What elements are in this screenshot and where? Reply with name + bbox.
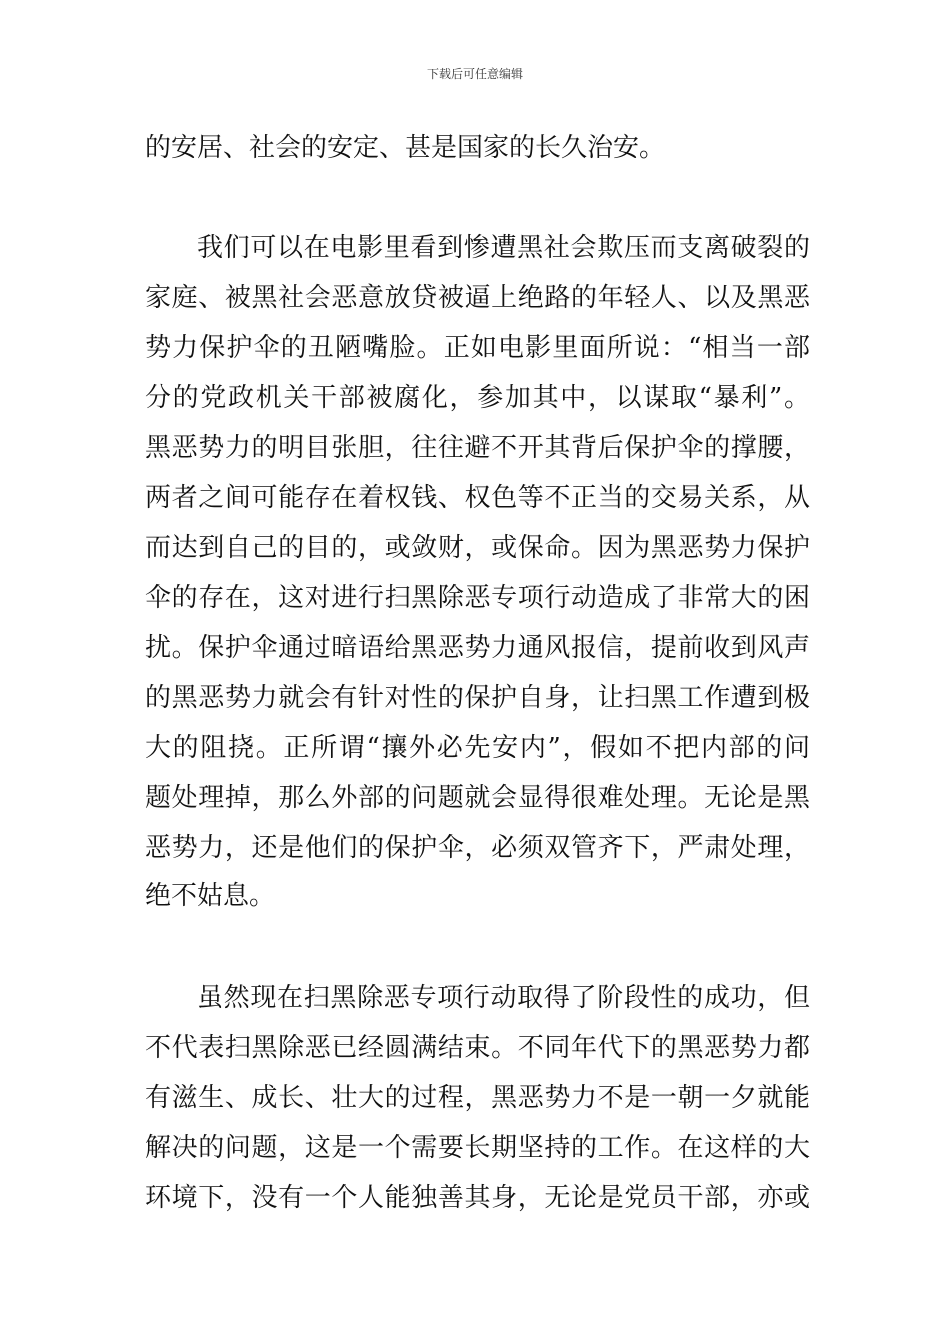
paragraph-3-line-3: 有滋生、成长、壮大的过程，黑恶势力不是一朝一夕就能 <box>145 1083 810 1113</box>
paragraph-2-line-5: 黑恶势力的明目张胆，往往避不开其背后保护伞的撑腰， <box>145 433 810 463</box>
paragraph-2-line-9: 扰。保护伞通过暗语给黑恶势力通风报信，提前收到风声 <box>145 633 810 663</box>
paragraph-3-line-4: 解决的问题，这是一个需要长期坚持的工作。在这样的大 <box>145 1133 810 1163</box>
paragraph-3-line-2: 不代表扫黑除恶已经圆满结束。不同年代下的黑恶势力都 <box>145 1033 810 1063</box>
paragraph-2-line-2: 家庭、被黑社会恶意放贷被逼上绝路的年轻人、以及黑恶 <box>145 283 810 313</box>
page-header: 下载后可任意编辑 <box>426 67 523 81</box>
paragraph-2-line-6: 两者之间可能存在着权钱、权色等不正当的交易关系，从 <box>145 483 810 513</box>
paragraph-2-line-13: 恶势力，还是他们的保护伞，必须双管齐下，严肃处理， <box>145 833 810 863</box>
paragraph-2-line-10: 的黑恶势力就会有针对性的保护自身，让扫黑工作遭到极 <box>145 683 810 713</box>
paragraph-3-line-5: 环境下，没有一个人能独善其身，无论是党员干部，亦或 <box>145 1183 810 1213</box>
paragraph-2-line-11: 大的阻挠。正所谓“攘外必先安内”，假如不把内部的问 <box>145 733 810 763</box>
paragraph-2-line-1: 我们可以在电影里看到惨遭黑社会欺压而支离破裂的 <box>197 233 810 263</box>
paragraph-2-line-7: 而达到自己的目的，或敛财，或保命。因为黑恶势力保护 <box>145 533 810 563</box>
paragraph-2-line-14: 绝不姑息。 <box>145 881 276 911</box>
paragraph-3-line-1: 虽然现在扫黑除恶专项行动取得了阶段性的成功，但 <box>197 983 810 1013</box>
paragraph-1-line-1: 的安居、社会的安定、甚是国家的长久治安。 <box>145 133 666 163</box>
paragraph-2-line-12: 题处理掉，那么外部的问题就会显得很难处理。无论是黑 <box>145 783 810 813</box>
paragraph-2-line-8: 伞的存在，这对进行扫黑除恶专项行动造成了非常大的困 <box>145 583 810 613</box>
paragraph-2-line-4: 分的党政机关干部被腐化，参加其中，以谋取“暴利”。 <box>145 383 810 413</box>
paragraph-2-line-3: 势力保护伞的丑陋嘴脸。正如电影里面所说：“相当一部 <box>145 333 810 363</box>
